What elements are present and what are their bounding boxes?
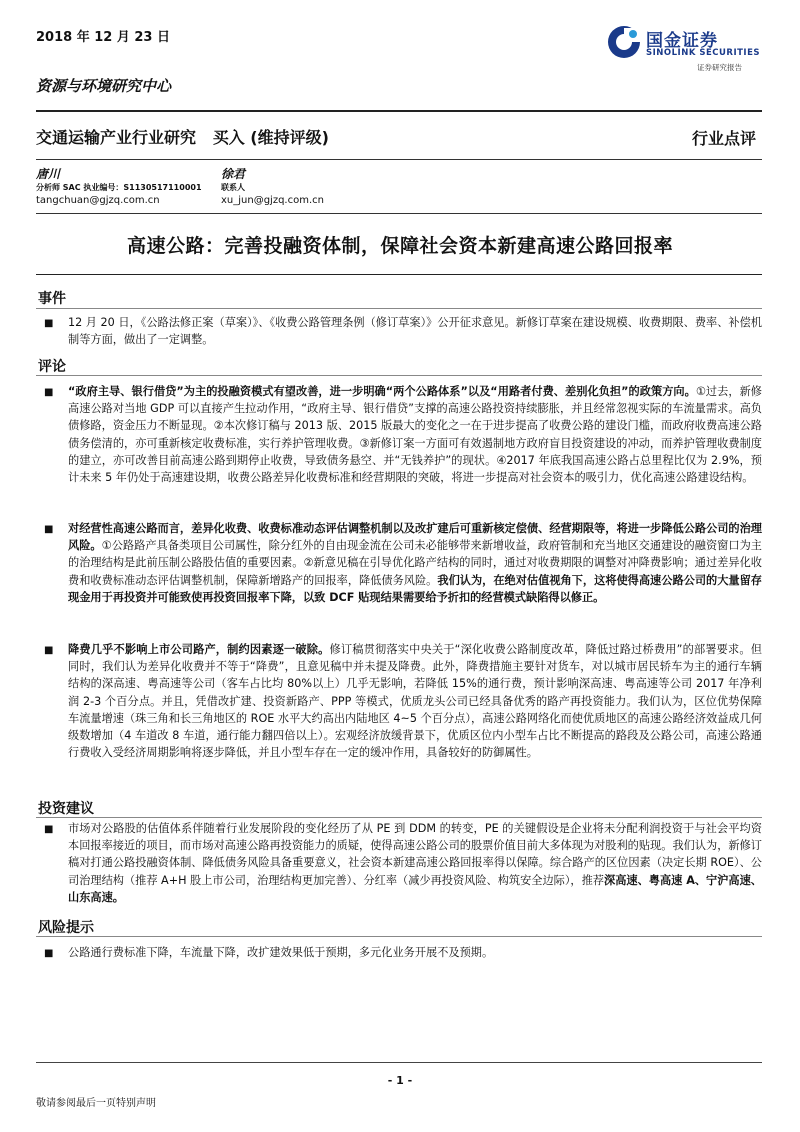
logo-cn: 国金证券 <box>646 31 718 51</box>
section-rule <box>36 308 762 309</box>
section-investment: 投资建议 <box>38 801 94 817</box>
section-risk: 风险提示 <box>38 920 94 936</box>
event-text: 12 月 20 日，《公路法修正案（草案）》、《收费公路管理条例（修订草案）》公开征求意见。新修订草案在建设规模、收费期限、费率、补偿机制等方面，做出了一定调整。 <box>68 316 762 347</box>
analyst-name: 唐川 <box>36 167 61 181</box>
comment-3-lead: 降费几乎不影响上市公司路产，制约因素逐一破除。 <box>68 643 330 656</box>
bullet-icon: ■ <box>44 387 54 398</box>
comment-2-lead: 对经营性高速公路而言，差异化收费、收费标准动态评估调整机制以及改扩建后可重新核定偿债、经营期限等，将进一步降低公路公司的治理风险。 <box>68 522 762 553</box>
research-center: 资源与环境研究中心 <box>36 77 172 95</box>
comment-2-conclusion: 我们认为，在绝对估值视角下，这将使得高速公路公司的大量留存现金用于再投资并可能致使再投资回报率下降，以致 DCF 贴现结果需要给予折扣的经营模式缺陷得以修正。 <box>68 573 762 604</box>
analyst-role: 分析师 SAC 执业编号：S1130517110001 <box>36 183 202 192</box>
bullet-icon: ■ <box>44 524 54 535</box>
analyst-rule <box>36 213 762 214</box>
bullet-icon: ■ <box>44 948 54 959</box>
analyst-email[interactable]: xu_jun@gjzq.com.cn <box>221 195 324 206</box>
investment-body: 市场对公路股的估值体系伴随着行业发展阶段的变化经历了从 PE 到 DDM 的转变，PE 的关键假设是企业将未分配利润投资于与社会平均资本回报率接近的项目，而市场对高速公路再投资能力的质疑，使得高速公路公司的股票价值目前大多体现为对股利的贴现。我们认为，新修订稿对打通公路投融资体制、降低债务风险具备重要意义，社会资本新建高速公路回报率得以保障。综合路产的区位因素（决定长期 ROE）、公司治理结构（推荐 A+H 股上市公司，治理结构更加完善）、分红率（减少再投资风险、构筑安全边际），推荐 <box>68 822 762 887</box>
investment-picks: 深高速、粤高速 A、宁沪高速、山东高速。 <box>68 873 762 904</box>
section-rule <box>36 817 762 818</box>
sinolink-logo-icon <box>606 24 642 60</box>
comment-1 <box>68 383 762 486</box>
logo-en: SINOLINK SECURITIES <box>646 48 761 58</box>
analyst-name: 徐君 <box>221 167 246 181</box>
disclaimer-link[interactable]: 敬请参阅最后一页特别声明 <box>36 1098 156 1109</box>
page-number: - 1 - <box>387 1074 413 1087</box>
analyst-role: 联系人 <box>221 183 245 192</box>
title-rule <box>36 274 762 275</box>
comment-2 <box>68 520 762 606</box>
section-rule <box>36 375 762 376</box>
page-title: 高速公路：完善投融资体制，保障社会资本新建高速公路回报率 <box>126 235 673 257</box>
header-rule <box>36 110 762 112</box>
section-event: 事件 <box>38 291 66 307</box>
risk-text: 公路通行费标准下降，车流量下降，改扩建效果低于预期，多元化业务开展不及预期。 <box>68 946 494 959</box>
investment-text <box>68 820 762 906</box>
comment-2-body: ①公路路产具备类项目公司属性，除分红外的自由现金流在公司未必能够带来新增收益，政府管制和充当地区交通建设的融资窗口为主的治理结构是此前压制公路股估值的重要因素。②新意见稿在引导优化路产结构的同时，通过对收费期限的调整对冲降费影响；通过差异化收费和收费标准动态评估调整机制，保障新增路产的回报率，降低债务风险。 <box>68 539 762 587</box>
comment-1-body: ①过去，新修高速公路对当地 GDP 可以直接产生拉动作用，“政府主导、银行借贷”支撑的高速公路投资持续膨胀，并且经常忽视实际的车流量需求。高负债修路，资金压力不断显现。②本次修订稿与 2013 版、2015 版最大的变化之一在于进步提高了收费公路的建设门槛，而政府收费高速公路债务偿清的，亦可重新核定收费标准，实行养护管理收费。③新修订案一方面可有效遏制地方政府盲目投资建设的冲动，而养护管理收费制度的建立，亦可改善目前高速公路到期停止收费，导致债务悬空、并“无钱养护”的现状。④2017 年底我国高速公路占总里程比仅为 2.9%，预计未来 5 年仍处于高速建设期，收费公路差异化收费标准和经营期限的突破，将进一步提高对社会资本的吸引力，优化高速公路建设结构。 <box>68 385 762 485</box>
logo-sub: 证券研究报告 <box>697 63 742 72</box>
analyst-1 <box>36 168 202 207</box>
comment-3-body: 修订稿贯彻落实中央关于“深化收费公路制度改革，降低过路过桥费用”的部署要求。但同时，我们认为差异化收费并不等于“降费”，且意见稿中并未提及降费。此外，降费措施主要针对货车，对以城市居民轿车为主的通行车辆结构的深高速、粤高速等公司（客车占比均 80%以上）几乎无影响，若降低 15%的通行费，预计影响深高速、粤高速等公司 2017 年净利润 2-3 个百分点。并且，凭借改扩建、投资新路产、PPP 等模式，优质龙头公司已经具备优秀的路产再投资能力。我们认为，区位优势保障车流量增速（珠三角和长三角地区的 ROE 水平大约高出内陆地区 4~5 个百分点），高速公路网络化而使优质地区的高速公路经济效益成几何级数增加（4 车道改 8 车道，通行能力翻四倍以上）。宏观经济放缓背景下，优质区位内小型车占比不断提高的路段及公路公司，高速公路通行费收入受经济周期影响将逐步降低，并且小型车存在一定的缓冲作用，具备较好的防御属性。 <box>68 643 762 760</box>
logo <box>606 20 766 78</box>
section-comment: 评论 <box>38 359 66 375</box>
footer-rule <box>36 1062 762 1063</box>
heading-rule <box>36 159 762 160</box>
analyst-email[interactable]: tangchuan@gjzq.com.cn <box>36 195 160 206</box>
report-date: 2018 年 12 月 23 日 <box>36 30 170 45</box>
comment-3 <box>68 641 762 761</box>
bullet-icon: ■ <box>44 645 54 656</box>
section-rule <box>36 936 762 937</box>
comment-1-lead: “政府主导、银行借贷”为主的投融资模式有望改善，进一步明确“两个公路体系”以及“用路者付费、差别化负担”的政策方向。 <box>68 385 696 398</box>
bullet-icon: ■ <box>44 318 54 329</box>
bullet-icon: ■ <box>44 824 54 835</box>
report-type: 行业点评 <box>691 129 756 148</box>
report-heading: 交通运输产业行业研究 买入 (维持评级) <box>36 128 329 147</box>
analyst-2 <box>221 168 324 207</box>
